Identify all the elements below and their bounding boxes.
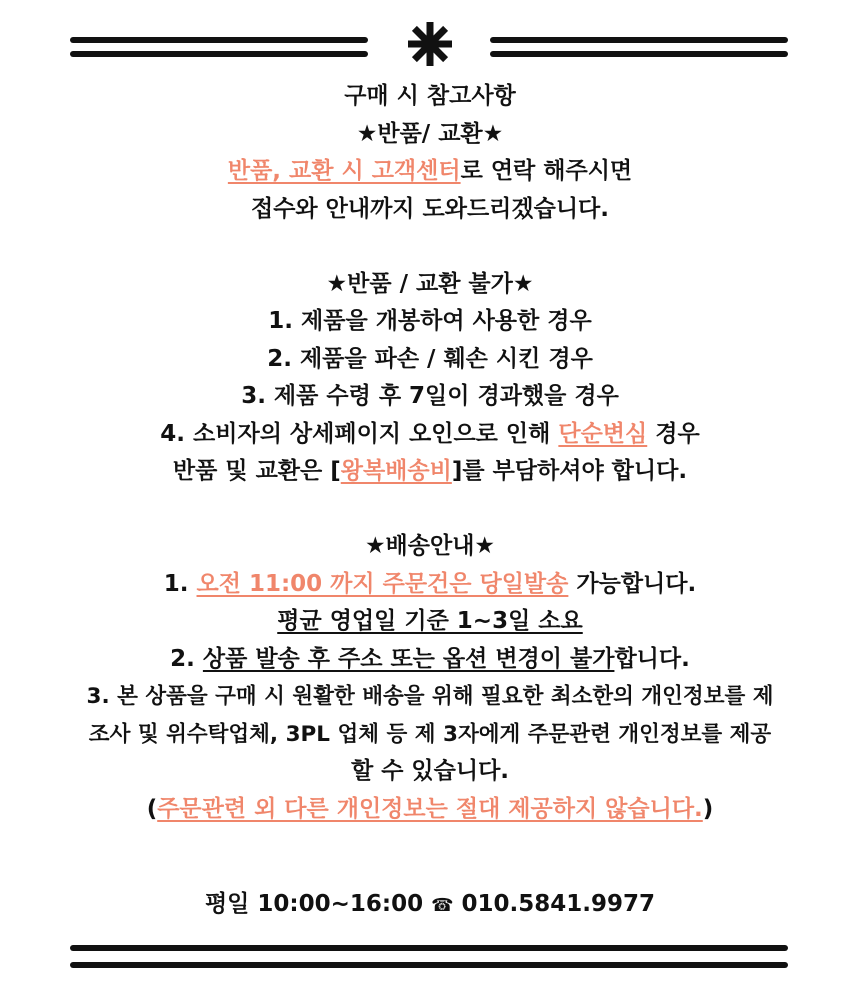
return-exchange-heading: ★반품/ 교환★ xyxy=(356,120,504,147)
simple-change-of-mind-highlight: 단순변심 xyxy=(558,420,648,447)
average-delivery-time-text: 평균 영업일 기준 1~3일 소요 xyxy=(277,608,583,634)
return-exchange-line-1 xyxy=(0,153,860,191)
return-exchange-line-2: 접수와 안내까지 도와드리겠습니다. xyxy=(250,195,610,222)
not-allowed-item-4-pre: 4. 소비자의 상세페이지 오인으로 인해 xyxy=(160,420,559,447)
not-allowed-item-4 xyxy=(0,416,860,454)
not-allowed-item-2: 2. 제품을 파손 / 훼손 시킨 경우 xyxy=(267,345,593,372)
round-trip-shipping-highlight: 왕복배송비 xyxy=(340,458,452,484)
not-allowed-heading: ★반품 / 교환 불가★ xyxy=(326,270,534,297)
privacy-note-open: ( xyxy=(146,795,158,822)
round-trip-note-pre: 반품 및 교환은 [ xyxy=(172,458,341,484)
bottom-rule-1 xyxy=(70,945,788,951)
top-rule-left-1 xyxy=(70,37,368,43)
no-address-change-underlined: 상품 발송 후 주소 또는 옵션 변경이 불가 xyxy=(202,645,615,672)
top-rule-left-2 xyxy=(70,51,368,57)
customer-center-highlight: 반품, 교환 시 고객센터 xyxy=(227,158,461,184)
privacy-note xyxy=(0,791,860,829)
privacy-note-close: ) xyxy=(702,795,714,822)
not-allowed-item-1: 1. 제품을 개봉하여 사용한 경우 xyxy=(268,308,592,334)
privacy-note-highlight: 주문관련 외 다른 개인정보는 절대 제공하지 않습니다. xyxy=(157,795,703,822)
round-trip-note-post: ]를 부담하셔야 합니다. xyxy=(451,458,688,484)
same-day-shipping-highlight: 오전 11:00 까지 주문건은 당일발송 xyxy=(196,570,569,597)
round-trip-shipping-note xyxy=(0,453,860,491)
not-allowed-item-4-post: 경우 xyxy=(647,420,700,447)
shipping-item-1 xyxy=(0,566,860,604)
page-title: 구매 시 참고사항 xyxy=(344,83,516,109)
business-hours: 평일 10:00~16:00 xyxy=(204,891,424,917)
average-delivery-time xyxy=(0,603,860,641)
shipping-heading: ★배송안내★ xyxy=(364,533,496,559)
shipping-item-1-post: 가능합니다. xyxy=(568,570,697,597)
spacer xyxy=(0,228,860,266)
top-rule-right-1 xyxy=(490,37,788,43)
return-exchange-line-1-rest: 로 연락 해주시면 xyxy=(460,158,633,184)
shipping-item-1-pre: 1. xyxy=(163,570,197,597)
shipping-item-2 xyxy=(0,641,860,679)
shipping-item-2-pre: 2. xyxy=(170,645,203,672)
shipping-item-3-line-2: 조사 및 위수탁업체, 3PL 업체 등 제 3자에게 주문관련 개인정보를 제공 xyxy=(88,721,772,747)
shipping-item-2-post: 합니다. xyxy=(614,645,690,672)
shipping-item-3-line-1: 3. 본 상품을 구매 시 원활한 배송을 위해 필요한 최소한의 개인정보를 제 xyxy=(86,684,774,709)
notice-content xyxy=(0,78,860,828)
spacer xyxy=(0,491,860,529)
phone-number: 010.5841.9977 xyxy=(461,891,656,917)
bottom-rule-2 xyxy=(70,962,788,968)
shipping-item-3-line-3: 할 수 있습니다. xyxy=(350,758,510,784)
asterisk-icon xyxy=(406,20,454,68)
not-allowed-item-3: 3. 제품 수령 후 7일이 경과했을 경우 xyxy=(241,383,619,409)
top-rule-right-2 xyxy=(490,51,788,57)
contact-line xyxy=(0,886,860,924)
phone-icon: ☎ xyxy=(431,895,454,916)
